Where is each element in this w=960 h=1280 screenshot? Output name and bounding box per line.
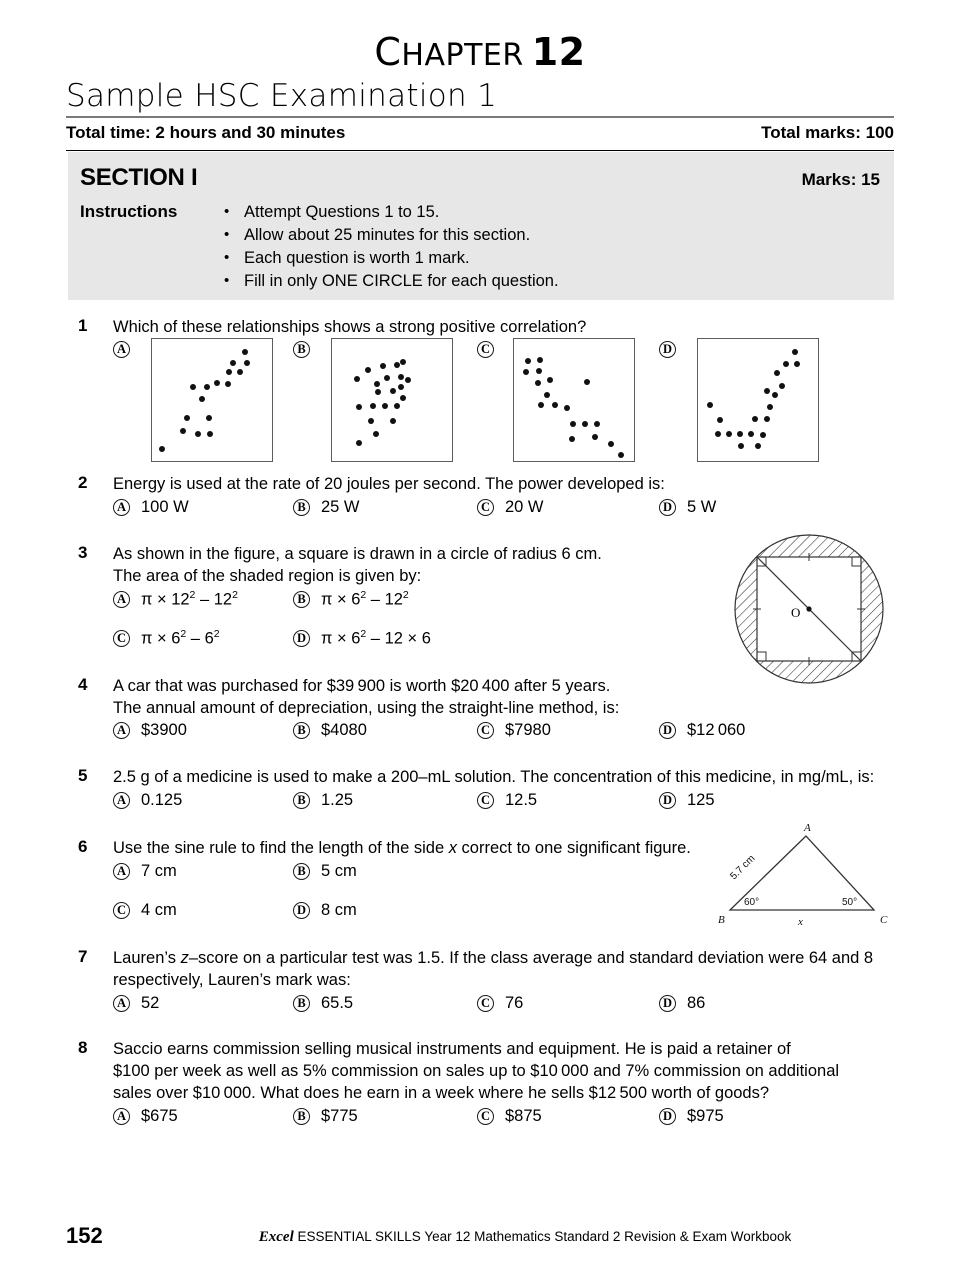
option-label: 4 cm (141, 901, 177, 919)
option-label: 25 W (321, 498, 360, 516)
bubble-letter: A (113, 863, 130, 880)
footer-imprint (0, 1229, 960, 1246)
option-label: 0.125 (141, 791, 183, 809)
option-label: $775 (321, 1107, 358, 1125)
question-4-options (113, 721, 896, 745)
question-number: 5 (78, 766, 88, 785)
option-label: 5 W (687, 498, 717, 516)
bubble-letter: B (293, 863, 310, 880)
bubble-letter: A (113, 341, 130, 358)
bubble-letter: D (293, 902, 310, 919)
option-label: 5 cm (321, 862, 357, 880)
option-label: 7 cm (141, 862, 177, 880)
option-label: 100 W (141, 498, 189, 516)
chapter-word-capital: C (374, 30, 402, 74)
bubble-letter: D (659, 722, 676, 739)
footer-imprint-text: ESSENTIAL SKILLS Year 12 Mathematics Standard 2 Revision & Exam Workbook (293, 1229, 792, 1244)
q7-text-post: –score on a particular test was 1.5. If the class average and standard deviation were 64 and 8 (188, 949, 874, 967)
question-text-line-2: The annual amount of depreciation, using the straight-line method, is: (113, 699, 620, 717)
bubble-letter: B (293, 341, 310, 358)
triangle-angle-c-label: 50° (842, 897, 858, 908)
option-label: $7980 (505, 721, 551, 739)
bubble-letter: A (113, 499, 130, 516)
bubble-letter: A (113, 995, 130, 1012)
option-5a[interactable] (113, 791, 182, 813)
option-2b[interactable] (293, 498, 360, 520)
instruction-item: • Attempt Questions 1 to 15. (218, 201, 559, 224)
footer-brand: Excel (258, 1229, 294, 1245)
question-text (113, 837, 691, 859)
option-2d[interactable] (659, 498, 716, 520)
option-label: 8 cm (321, 901, 357, 919)
option-bubble-1a[interactable] (113, 341, 130, 359)
option-label: 86 (687, 994, 706, 1012)
scatter-plot-b[interactable] (331, 338, 453, 462)
option-label: 20 W (505, 498, 544, 516)
question-text-line-2: The area of the shaded region is given by: (113, 567, 422, 585)
bubble-letter: D (659, 1108, 676, 1125)
triangle-side-bc-label: x (798, 916, 803, 928)
option-8c[interactable] (477, 1107, 542, 1129)
option-bubble-1b[interactable] (293, 341, 310, 359)
option-label: $\pi \times 6^2 - 12^2$ (321, 589, 409, 609)
option-2c[interactable] (477, 498, 544, 520)
chapter-heading (0, 30, 960, 74)
question-text-line-3: sales over $10 000. What does he earn in a week where he sells $12 500 worth of goods? (113, 1084, 770, 1102)
option-label: $\pi \times 12^2 - 12^2$ (141, 589, 238, 609)
bubble-letter: D (659, 792, 676, 809)
question-text (113, 1038, 839, 1104)
option-label: 52 (141, 994, 160, 1012)
option-label: 65.5 (321, 994, 354, 1012)
bubble-letter: B (293, 722, 310, 739)
scatter-plot-a[interactable] (151, 338, 273, 462)
triangle-vertex-a-label: A (804, 822, 811, 834)
option-bubble-1c[interactable] (477, 341, 494, 359)
question-number: 8 (78, 1038, 88, 1057)
option-label: 125 (687, 791, 715, 809)
bubble-letter: B (293, 591, 310, 608)
option-label: 76 (505, 994, 524, 1012)
question-text (113, 675, 619, 719)
question-number: 2 (78, 473, 88, 492)
exam-meta-row (66, 123, 894, 145)
option-2a[interactable] (113, 498, 189, 520)
question-text (113, 543, 602, 587)
circle-square-svg (728, 528, 890, 690)
instruction-item: • Allow about 25 minutes for this section. (218, 224, 559, 247)
question-number: 3 (78, 543, 88, 562)
question-7-options (113, 994, 896, 1018)
triangle-side-ab-label: 5.7 cm (728, 853, 758, 883)
triangle-svg (714, 818, 894, 928)
chapter-word (374, 30, 524, 74)
question-text-line-1: A car that was purchased for $39 900 is worth $20 400 after 5 years. (113, 677, 611, 695)
bubble-letter: C (477, 722, 494, 739)
option-7c[interactable] (477, 994, 523, 1016)
option-8d[interactable] (659, 1107, 724, 1129)
instruction-item: • Each question is worth 1 mark. (218, 247, 559, 270)
page-title: Sample HSC Examination 1 (66, 78, 498, 114)
total-marks-label: Total marks: 100 (761, 123, 894, 142)
option-5c[interactable] (477, 791, 537, 813)
option-6b[interactable] (293, 862, 357, 884)
option-label: 12.5 (505, 791, 538, 809)
question-8-options (113, 1107, 896, 1131)
option-7d[interactable] (659, 994, 705, 1016)
bubble-letter: D (293, 630, 310, 647)
section-instructions-panel (68, 152, 894, 300)
option-5b[interactable] (293, 791, 353, 813)
question-number: 7 (78, 947, 88, 966)
question-2-options (113, 498, 896, 522)
bubble-letter: D (659, 499, 676, 516)
option-3b[interactable] (293, 589, 409, 611)
bubble-letter: A (113, 722, 130, 739)
question-text: 2.5 g of a medicine is used to make a 200–mL solution. The concentration of this medicine, in mg/mL, is: (113, 768, 875, 786)
title-divider (66, 116, 894, 118)
option-6a[interactable] (113, 862, 177, 884)
option-3c[interactable] (113, 628, 220, 650)
question-text-line-1: Saccio earns commission selling musical instruments and equipment. He is paid a retainer of (113, 1040, 791, 1058)
option-label: $875 (505, 1107, 542, 1125)
bubble-letter: D (659, 995, 676, 1012)
option-label: $675 (141, 1107, 178, 1125)
option-7a[interactable] (113, 994, 159, 1016)
scatter-plot-c[interactable] (513, 338, 635, 462)
section-heading: SECTION I (80, 164, 198, 191)
bubble-letter: A (113, 591, 130, 608)
question-text-line-2: respectively, Lauren’s mark was: (113, 971, 351, 989)
bubble-letter: B (293, 995, 310, 1012)
bubble-letter: A (113, 792, 130, 809)
question-text-line-1 (113, 947, 873, 969)
question-text-pre: Use the sine rule to find the length of the side (113, 839, 449, 857)
figure-centre-label: O (791, 605, 801, 620)
option-label: $3900 (141, 721, 187, 739)
option-label: $\pi \times 6^2 - 6^2$ (141, 628, 220, 648)
question-text: Energy is used at the rate of 20 joules per second. The power developed is: (113, 475, 665, 493)
q7-text-pre: Lauren’s (113, 949, 181, 967)
option-8a[interactable] (113, 1107, 178, 1129)
triangle-angle-b-label: 60° (744, 897, 760, 908)
scatter-plot-d[interactable] (697, 338, 819, 462)
option-7b[interactable] (293, 994, 353, 1016)
option-5d[interactable] (659, 791, 715, 813)
bubble-letter: A (113, 1108, 130, 1125)
bubble-letter: C (477, 341, 494, 358)
bubble-letter: B (293, 792, 310, 809)
option-label: $975 (687, 1107, 724, 1125)
triangle-figure (714, 818, 894, 933)
option-4d[interactable] (659, 721, 745, 743)
q7-text-variable: z (180, 949, 189, 967)
option-8b[interactable] (293, 1107, 358, 1129)
meta-divider (66, 150, 894, 151)
bubble-letter: C (477, 995, 494, 1012)
option-3d[interactable] (293, 628, 431, 650)
chapter-number: 12 (531, 30, 586, 74)
bubble-letter: C (477, 1108, 494, 1125)
question-text (113, 947, 873, 991)
section-marks-label: Marks: 15 (801, 170, 880, 189)
option-6d[interactable] (293, 901, 357, 923)
option-3a[interactable] (113, 589, 238, 611)
triangle-vertex-c-label: C (880, 914, 888, 926)
option-label: 1.25 (321, 791, 354, 809)
bubble-letter: C (477, 792, 494, 809)
question-5-options (113, 791, 896, 815)
question-number: 4 (78, 675, 88, 694)
option-label: $\pi \times 6^2 - 12 \times 6$ (321, 628, 431, 648)
triangle-vertex-b-label: B (718, 914, 725, 926)
option-label: $12 060 (687, 721, 746, 739)
page-number: 152 (66, 1223, 103, 1248)
question-text-post: correct to one significant figure. (456, 839, 691, 857)
option-label: $4080 (321, 721, 367, 739)
instructions-label: Instructions (80, 202, 178, 221)
question-number: 6 (78, 837, 88, 856)
total-time-label: Total time: 2 hours and 30 minutes (66, 123, 346, 142)
question-text: Which of these relationships shows a strong positive correlation? (113, 318, 587, 336)
question-number: 1 (78, 316, 88, 335)
option-4b[interactable] (293, 721, 367, 743)
option-6c[interactable] (113, 901, 177, 923)
bubble-letter: C (477, 499, 494, 516)
question-text-line-1: As shown in the figure, a square is drawn in a circle of radius 6 cm. (113, 545, 602, 563)
bubble-letter: C (113, 902, 130, 919)
chapter-word-rest: HAPTER (401, 38, 524, 73)
bubble-letter: B (293, 1108, 310, 1125)
instruction-item: • Fill in only ONE CIRCLE for each question. (218, 270, 559, 293)
option-bubble-1d[interactable] (659, 341, 676, 359)
option-4c[interactable] (477, 721, 551, 743)
bubble-letter: D (659, 341, 676, 358)
question-text-line-2: $100 per week as well as 5% commission on sales up to $10 000 and 7% commission on additional (113, 1062, 840, 1080)
question-text-variable: x (448, 839, 457, 857)
bubble-letter: C (113, 630, 130, 647)
bubble-letter: B (293, 499, 310, 516)
option-4a[interactable] (113, 721, 187, 743)
instructions-list (218, 201, 559, 293)
circle-square-figure (728, 528, 890, 695)
